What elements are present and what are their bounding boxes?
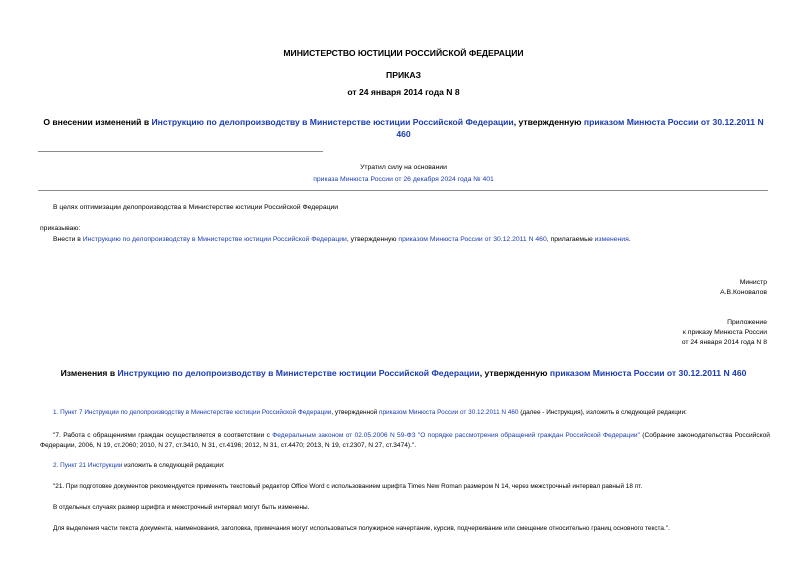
title-link-order[interactable]: приказом Минюста России от 30.12.2011 N 460 xyxy=(396,117,764,139)
item-mid2: , прилагаемые xyxy=(546,236,595,243)
order-heading: ПРИКАЗ xyxy=(386,70,421,80)
item-link-changes[interactable]: изменения xyxy=(594,236,629,243)
change1-quote-start: "7. Работа с обращениями граждан осуществляется в соответствии с xyxy=(53,432,273,439)
status-link[interactable]: приказа Минюста России от 26 декабря 2024 года № 401 xyxy=(313,176,494,183)
order-date: от 24 января 2014 года N 8 xyxy=(347,87,460,97)
intro-paragraph: В целях оптимизации делопроизводства в Министерстве юстиции Российской Федерации xyxy=(53,204,339,211)
title-middle: , утвержденную xyxy=(513,117,584,127)
appendix-line1: Приложение xyxy=(727,319,767,326)
change1-link-order[interactable]: приказом Минюста России от 30.12.2011 N 460 xyxy=(379,409,519,416)
change1-mid: , утвержденной xyxy=(331,409,379,416)
change-item-1 xyxy=(53,409,687,416)
changes-title-link-order[interactable]: приказом Минюста России от 30.12.2011 N 460 xyxy=(549,368,747,378)
top-divider xyxy=(38,151,323,152)
item-end: . xyxy=(628,236,631,243)
change-item-2-text-3: Для выделения части текста документа, наименования, заголовка, примечания могут использоваться полужирное начертание, курсив, подчеркивание или смещение относительно границ основного текста.". xyxy=(53,525,670,532)
signature-position: Министр xyxy=(739,279,767,286)
ministry-heading: МИНИСТЕРСТВО ЮСТИЦИИ РОССИЙСКОЙ ФЕДЕРАЦИИ xyxy=(283,48,524,58)
change2-end: изложить в следующей редакции: xyxy=(122,462,225,469)
change-item-2-text-1: "21. При подготовке документов рекомендуется применять текстовый редактор Office Word с использованием шрифта Times New Roman размером N 14, через межстрочный интервал равный 18 пт. xyxy=(53,483,643,490)
change1-quote-law-link[interactable]: Федеральным законом от 02.05.2006 N 59-ФЗ "О порядке рассмотрения обращений граждан Российской Федерации" xyxy=(272,432,640,439)
change-item-1-text xyxy=(40,431,770,451)
changes-title-prefix: Изменения в xyxy=(60,368,118,378)
status-text: Утратил силу на основании xyxy=(360,164,447,171)
item-prefix: Внести в xyxy=(53,236,83,243)
appendix-block xyxy=(682,318,767,348)
item-link-order[interactable]: приказом Минюста России от 30.12.2011 N 460 xyxy=(398,236,547,243)
status-divider xyxy=(38,190,768,191)
change1-end: (далее - Инструкция), изложить в следующей редакции: xyxy=(518,409,687,416)
change1-quote-end: (Собрание законодательства Российской Федерации, 2006, N 19, ст.2060; 2010, N 27, ст.3410, N 31, ст.4196; 2012, N 31, ст.4470; 2013, N 19, ст.2307, N 27, ст.3474).". xyxy=(40,432,770,449)
change-item-2-text-2: В отдельных случаях размер шрифта и межстрочный интервал могут быть изменены. xyxy=(53,504,310,511)
appendix-line3: от 24 января 2014 года N 8 xyxy=(681,339,767,346)
changes-title-link-instruction[interactable]: Инструкцию по делопроизводству в Министерстве юстиции Российской Федерации xyxy=(117,368,480,378)
appendix-line2: к приказу Минюста России xyxy=(682,329,767,336)
change1-num[interactable]: 1. xyxy=(53,409,61,416)
item-mid: , утвержденную xyxy=(346,236,399,243)
document-title xyxy=(40,116,767,140)
item-link-instruction[interactable]: Инструкцию по делопроизводству в Министерстве юстиции Российской Федерации xyxy=(82,236,347,243)
order-word: приказываю: xyxy=(40,225,81,232)
change1-link-point[interactable]: Пункт 7 Инструкции по делопроизводству в Министерстве юстиции Российской Федерации xyxy=(60,409,332,416)
order-item xyxy=(53,236,631,243)
change2-num[interactable]: 2. xyxy=(53,462,61,469)
title-prefix: О внесении изменений в xyxy=(43,117,152,127)
changes-title xyxy=(0,368,807,378)
changes-title-middle: , утвержденную xyxy=(479,368,550,378)
change-item-2 xyxy=(53,462,225,469)
change2-link-point[interactable]: Пункт 21 Инструкции xyxy=(60,462,123,469)
title-link-instruction[interactable]: Инструкцию по делопроизводству в Министерстве юстиции Российской Федерации xyxy=(151,117,514,127)
signature-name: А.В.Коновалов xyxy=(720,289,767,296)
signature-block xyxy=(720,278,767,298)
